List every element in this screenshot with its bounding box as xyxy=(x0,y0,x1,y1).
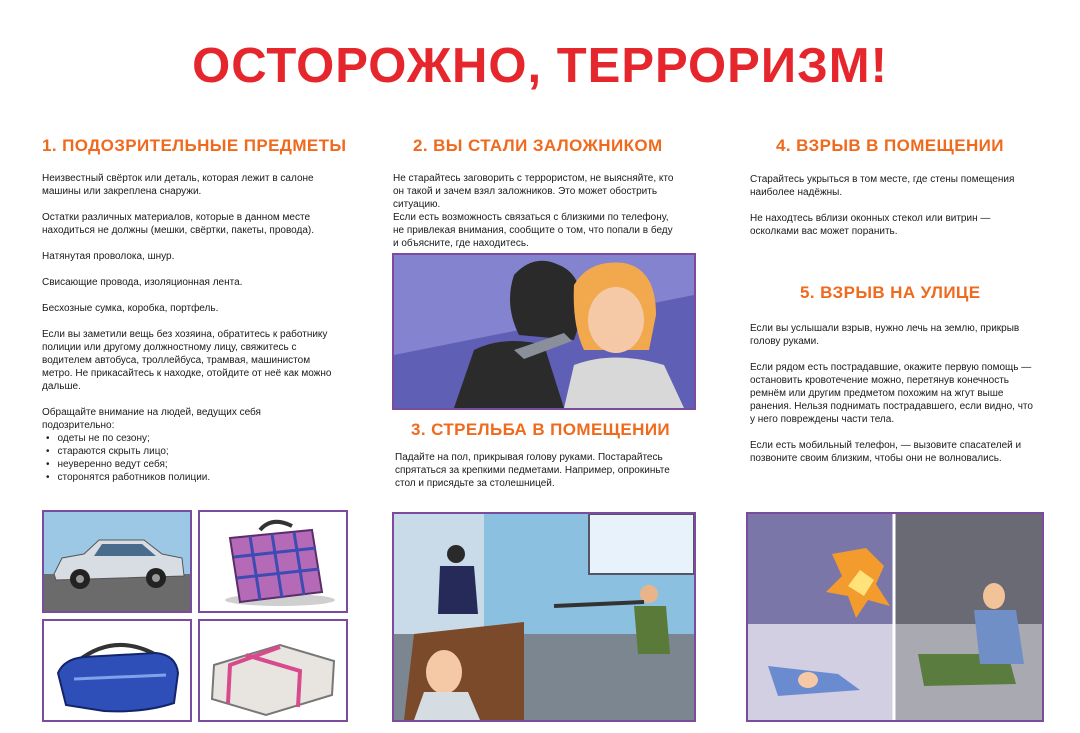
paragraph: Старайтесь укрыться в том месте, где стены помещения наиболее надёжны. xyxy=(750,174,1015,198)
paragraph: Обращайте внимание на людей, ведущих себя подозрительно: xyxy=(42,407,261,431)
shooting-illustration xyxy=(392,512,696,722)
section-shooting xyxy=(395,420,695,490)
section-heading: 2. ВЫ СТАЛИ ЗАЛОЖНИКОМ xyxy=(413,136,663,155)
section-heading: 3. СТРЕЛЬБА В ПОМЕЩЕНИИ xyxy=(411,420,671,439)
paragraph: Если есть возможность связаться с близкими по телефону, не привлекая внимания, сообщите о том, что попали в беду и объясните, где находитесь. xyxy=(393,212,673,249)
explosion-illustration xyxy=(746,512,1044,722)
list-item: • стараются скрыть лицо; xyxy=(42,445,332,458)
list-item: • неуверенно ведут себя; xyxy=(42,458,332,471)
hostage-illustration xyxy=(392,253,696,410)
section-heading: 5. ВЗРЫВ НА УЛИЦЕ xyxy=(800,283,981,302)
paragraph: Свисающие провода, изоляционная лента. xyxy=(42,277,243,288)
list-item: • сторонятся работников полиции. xyxy=(42,471,332,484)
parcel-illustration xyxy=(198,619,348,722)
paragraph: Не находтесь вблизи оконных стекол или витрин — осколками вас может поранить. xyxy=(750,213,991,237)
paragraph: Если вы заметили вещь без хозяина, обратитесь к работнику полиции или другому должностному лицу, свяжитесь с водителем автобуса, троллейбуса, трамвая, машинистом метро. Не прикасайтесь к находке, отойдите от неё как можно дальше. xyxy=(42,329,332,392)
paragraph: Если вы услышали взрыв, нужно лечь на землю, прикрыв голову руками. xyxy=(750,323,1020,347)
list-item: • одеты не по сезону; xyxy=(42,432,332,445)
section-street-explosion xyxy=(750,283,1050,465)
paragraph: Падайте на пол, прикрывая голову руками. Постарайтесь спрятаться за крепкими педметами. Например, опрокиньте стол и присядьте за столешницей. xyxy=(395,452,670,489)
suspicious-behavior-list xyxy=(42,432,332,484)
bag-illustration xyxy=(42,619,192,722)
paragraph: Неизвестный свёрток или деталь, которая лежит в салоне машины или закреплена снаружи. xyxy=(42,173,314,197)
car-illustration xyxy=(42,510,192,613)
section-hostage xyxy=(393,136,695,250)
paragraph: Если рядом есть пострадавшие, окажите первую помощь — остановить кровотечение можно, перетянув конечность ремнём или другим предметом похожим на жгут выше ранения. Нельзя поднимать пострадавшего, если видно, что у него повреждены части тела. xyxy=(750,362,1033,425)
paragraph: Натянутая проволока, шнур. xyxy=(42,251,175,262)
suitcase-illustration xyxy=(198,510,348,613)
section-heading: 4. ВЗРЫВ В ПОМЕЩЕНИИ xyxy=(776,136,1004,155)
paragraph: Бесхозные сумка, коробка, портфель. xyxy=(42,303,219,314)
paragraph: Если есть мобильный телефон, — вызовите спасателей и позвоните своим близким, чтобы они не волновались. xyxy=(750,440,1022,464)
paragraph: Не старайтесь заговорить с террористом, не выясняйте, кто он такой и зачем взял заложников. Это может обострить ситуацию. xyxy=(393,173,674,210)
poster-title: ОСТОРОЖНО, ТЕРРОРИЗМ! xyxy=(192,39,888,93)
paragraph: Остатки различных материалов, которые в данном месте находиться не должны (мешки, свёртки, пакеты, провода). xyxy=(42,212,314,236)
section-indoor-explosion xyxy=(750,136,1050,238)
section-heading: 1. ПОДОЗРИТЕЛЬНЫЕ ПРЕДМЕТЫ xyxy=(42,136,347,155)
section-suspicious-items xyxy=(42,136,362,484)
